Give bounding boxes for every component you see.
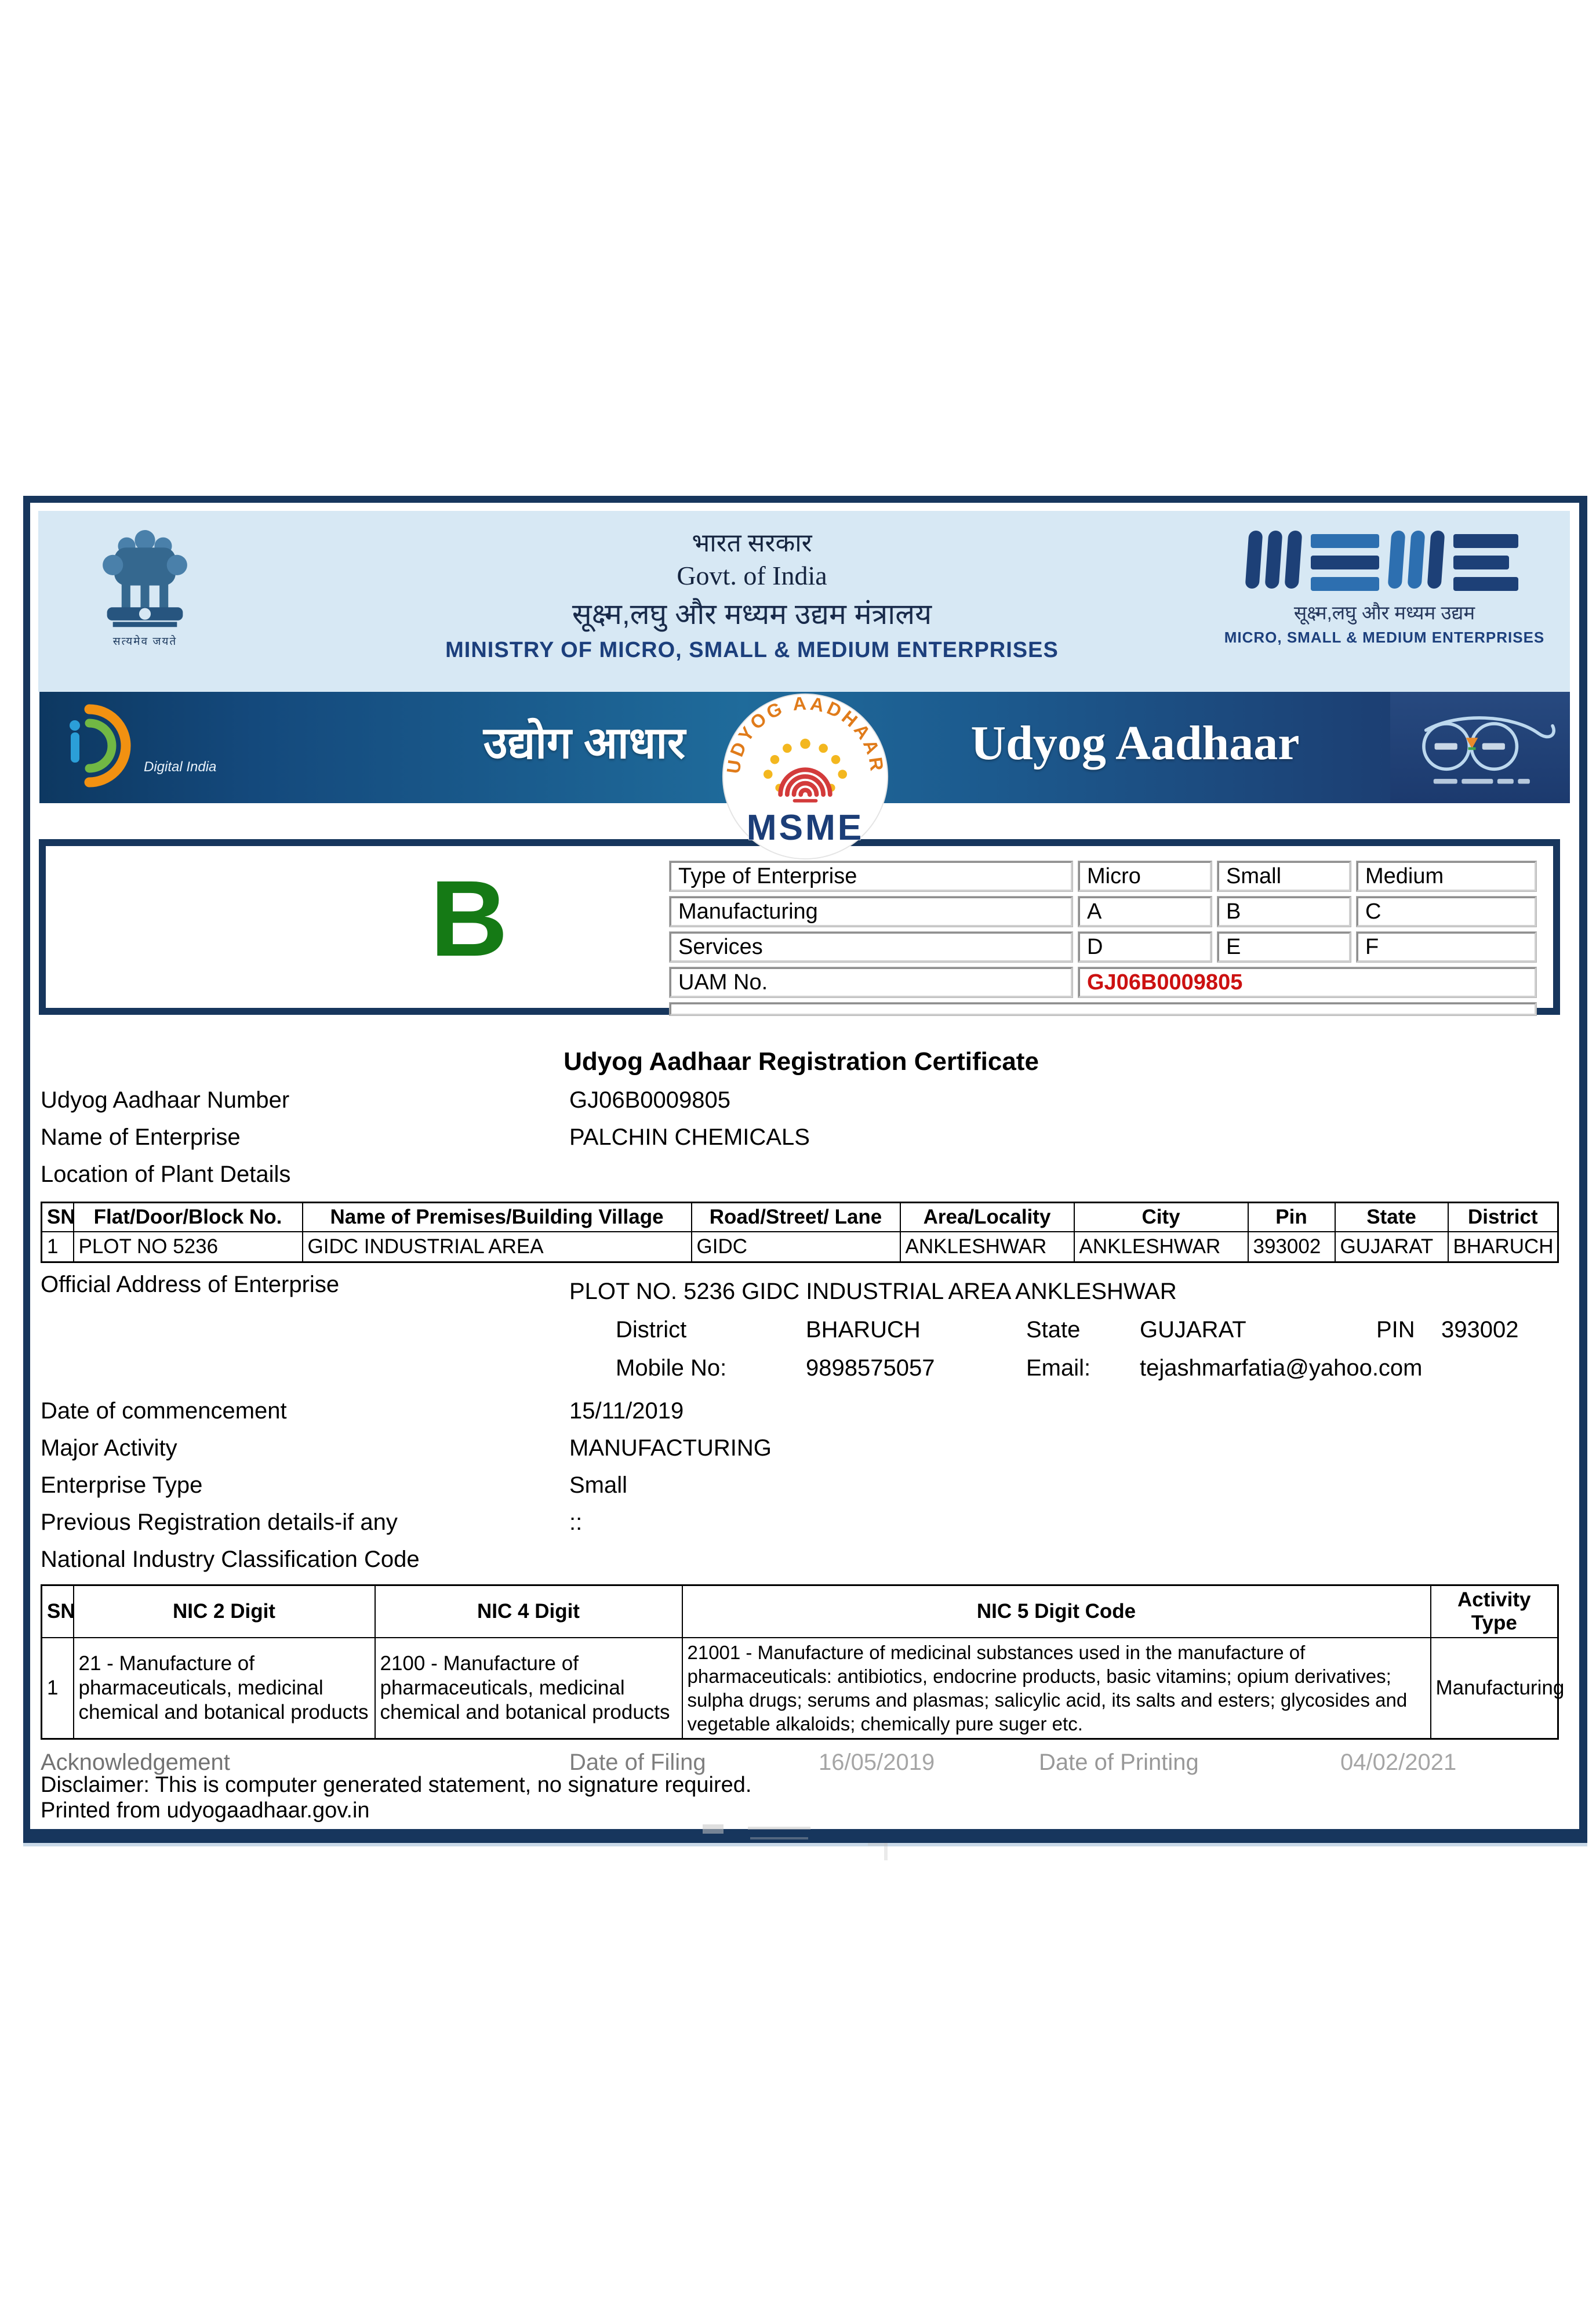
cell-medium: Medium [1357, 861, 1536, 891]
district-value: BHARUCH [806, 1316, 921, 1342]
uam-label: UAM No. [670, 967, 1073, 997]
date-of-filing-label: Date of Filing [569, 1749, 706, 1775]
mobile-value: 9898575057 [806, 1355, 935, 1381]
col-header: Road/Street/ Lane [692, 1203, 900, 1232]
state-label: State [1026, 1316, 1081, 1342]
uam-number: GJ06B0009805 [1078, 967, 1536, 997]
govt-hindi-line: भारत सरकार [692, 529, 812, 557]
govt-english-line: Govt. of India [677, 561, 827, 590]
emblem-caption: सत्यमेव जयते [112, 636, 177, 648]
date-of-printing-value: 04/02/2021 [1340, 1749, 1457, 1775]
msme-logo-english-text: MICRO, SMALL & MEDIUM ENTERPRISES [1224, 629, 1545, 646]
cell-state: GUJARAT [1335, 1232, 1448, 1262]
cell-nic5: 21001 - Manufacture of medicinal substances used in the manufacture of pharmaceuticals: antibiotics, endocrine products, basic vitamins; opium derivatives; sulpha drugs; serums and plasmas; salicylic acid, its salts and esters; glycosides and vegetable alkaloids; chemically pure suger etc. [682, 1638, 1431, 1739]
district-label: District [616, 1316, 687, 1342]
official-address-label: Official Address of Enterprise [41, 1271, 340, 1297]
col-header: Activity Type [1431, 1585, 1558, 1638]
ministry-title-block [282, 511, 1222, 665]
address-detail-row [616, 1355, 1562, 1381]
commencement-date-value: 15/11/2019 [569, 1398, 684, 1424]
cell-services: Services [670, 932, 1073, 962]
cell-city: ANKLESHWAR [1074, 1232, 1248, 1262]
emblem-of-india [38, 511, 282, 648]
disclaimer-line1: Disclaimer: This is computer generated statement, no signature required. [41, 1772, 752, 1797]
msme-logo [1222, 511, 1570, 647]
print-artifact [750, 1837, 808, 1839]
col-header: Area/Locality [900, 1203, 1074, 1232]
table-row-empty [670, 1003, 1539, 1015]
col-header: NIC 2 Digit [74, 1585, 375, 1638]
seal-curved-text: UDYOG AADHAAR [722, 692, 888, 775]
cell-b: B [1217, 897, 1351, 927]
field-label: Previous Registration details-if any [41, 1509, 398, 1535]
cell-nic2: 21 - Manufacture of pharmaceuticals, medicinal chemical and botanical products [74, 1638, 375, 1739]
spectacles-icon [1399, 698, 1561, 797]
udyog-aadhaar-number-value: GJ06B0009805 [569, 1087, 731, 1113]
print-artifact [884, 1843, 888, 1860]
field-row [41, 1509, 1562, 1536]
udyog-aadhaar-msme-seal [721, 692, 890, 861]
government-header [38, 511, 1570, 692]
swachh-bharat-panel [1390, 692, 1570, 803]
seal-msme-text: MSME [746, 808, 864, 848]
enterprise-type-value: Small [569, 1472, 628, 1498]
cell-type-of-enterprise: Type of Enterprise [670, 861, 1073, 891]
date-of-printing-label: Date of Printing [1039, 1749, 1199, 1775]
table-header-row [42, 1585, 1558, 1638]
col-header: SN [42, 1203, 74, 1232]
address-detail-row [616, 1316, 1562, 1343]
table-header-row [42, 1203, 1558, 1232]
msme-bars-icon [1222, 531, 1547, 591]
state-value: GUJARAT [1140, 1316, 1246, 1342]
table-row [670, 897, 1539, 927]
previous-registration-value: :: [569, 1509, 583, 1535]
cell-pin: 393002 [1248, 1232, 1335, 1262]
disclaimer [41, 1772, 1562, 1823]
table-row [42, 1232, 1558, 1262]
plant-details-table [41, 1202, 1559, 1263]
cell-area: ANKLESHWAR [900, 1232, 1074, 1262]
cell-nic4: 2100 - Manufacture of pharmaceuticals, medicinal chemical and botanical products [375, 1638, 682, 1739]
field-row [41, 1472, 1562, 1498]
cell-manufacturing: Manufacturing [670, 897, 1073, 927]
field-label: Major Activity [41, 1435, 177, 1461]
email-value: tejashmarfatia@yahoo.com [1140, 1355, 1423, 1381]
cell-e: E [1217, 932, 1351, 962]
col-header: City [1074, 1203, 1248, 1232]
date-of-filing-value: 16/05/2019 [819, 1749, 935, 1775]
msme-logo-hindi-text: सूक्ष्म,लघु और मध्यम उद्यम [1293, 602, 1475, 623]
digital-india-icon [53, 696, 140, 795]
cell-sn: 1 [42, 1232, 74, 1262]
cell-micro: Micro [1078, 861, 1212, 891]
pin-value: 393002 [1441, 1316, 1519, 1342]
ministry-english-line: MINISTRY OF MICRO, SMALL & MEDIUM ENTERPRISES [445, 638, 1059, 662]
field-row [41, 1124, 1562, 1151]
col-header: Pin [1248, 1203, 1335, 1232]
enterprise-name-value: PALCHIN CHEMICALS [569, 1124, 810, 1150]
field-row [41, 1161, 1562, 1188]
page-title: Udyog Aadhaar Registration Certificate [563, 1047, 1039, 1076]
field-row [41, 1398, 1562, 1424]
table-row [42, 1638, 1558, 1739]
email-label: Email: [1026, 1355, 1091, 1381]
empty-cell [670, 1003, 1536, 1015]
field-label: Udyog Aadhaar Number [41, 1087, 290, 1113]
certificate-content [30, 1047, 1579, 1829]
field-row [41, 1546, 1562, 1573]
table-row [670, 861, 1539, 891]
field-label: National Industry Classification Code [41, 1546, 420, 1572]
official-address-value: PLOT NO. 5236 GIDC INDUSTRIAL AREA ANKLESHWAR [569, 1278, 1177, 1304]
banner-english-title: Udyog Aadhaar [970, 716, 1300, 770]
enterprise-type-box [39, 839, 1560, 1015]
field-label: Enterprise Type [41, 1472, 203, 1498]
grade-letter: B [430, 859, 508, 979]
col-header: District [1448, 1203, 1558, 1232]
digital-india-label: Digital India [144, 759, 217, 775]
table-row [670, 932, 1539, 962]
cell-c: C [1357, 897, 1536, 927]
cell-a: A [1078, 897, 1212, 927]
cell-sn: 1 [42, 1638, 74, 1739]
cell-small: Small [1217, 861, 1351, 891]
mobile-label: Mobile No: [616, 1355, 727, 1381]
col-header: Name of Premises/Building Village [303, 1203, 692, 1232]
official-address-section [41, 1271, 1562, 1381]
cell-premises: GIDC INDUSTRIAL AREA [303, 1232, 692, 1262]
col-header: State [1335, 1203, 1448, 1232]
field-row [41, 1087, 1562, 1113]
cell-d: D [1078, 932, 1212, 962]
field-label: Location of Plant Details [41, 1162, 291, 1187]
cell-flat: PLOT NO 5236 [74, 1232, 303, 1262]
col-header: NIC 4 Digit [375, 1585, 682, 1638]
field-row [41, 1435, 1562, 1461]
pin-label: PIN [1376, 1316, 1415, 1342]
major-activity-value: MANUFACTURING [569, 1435, 772, 1461]
digital-india-logo [53, 696, 216, 795]
print-artifact [748, 1827, 810, 1830]
cell-f: F [1357, 932, 1536, 962]
acknowledgement-row [41, 1749, 1562, 1775]
cell-activity-type: Manufacturing [1431, 1638, 1558, 1739]
nic-code-table [41, 1584, 1565, 1740]
col-header: SN [42, 1585, 74, 1638]
ashoka-emblem-icon [94, 527, 196, 629]
print-artifact [703, 1824, 724, 1834]
col-header: Flat/Door/Block No. [74, 1203, 303, 1232]
table-row [670, 967, 1539, 997]
col-header: NIC 5 Digit Code [682, 1585, 1431, 1638]
banner-hindi-title: उद्योग आधार [483, 719, 686, 768]
acknowledgement-label: Acknowledgement [41, 1749, 230, 1775]
ministry-hindi-line: सूक्ष्म,लघु और मध्यम उद्यम मंत्रालय [572, 597, 932, 630]
disclaimer-line2: Printed from udyogaadhaar.gov.in [41, 1798, 370, 1823]
enterprise-type-table [670, 861, 1539, 1021]
field-label: Name of Enterprise [41, 1124, 241, 1150]
field-label: Date of commencement [41, 1398, 287, 1424]
cell-road: GIDC [692, 1232, 900, 1262]
cell-district: BHARUCH [1448, 1232, 1558, 1262]
